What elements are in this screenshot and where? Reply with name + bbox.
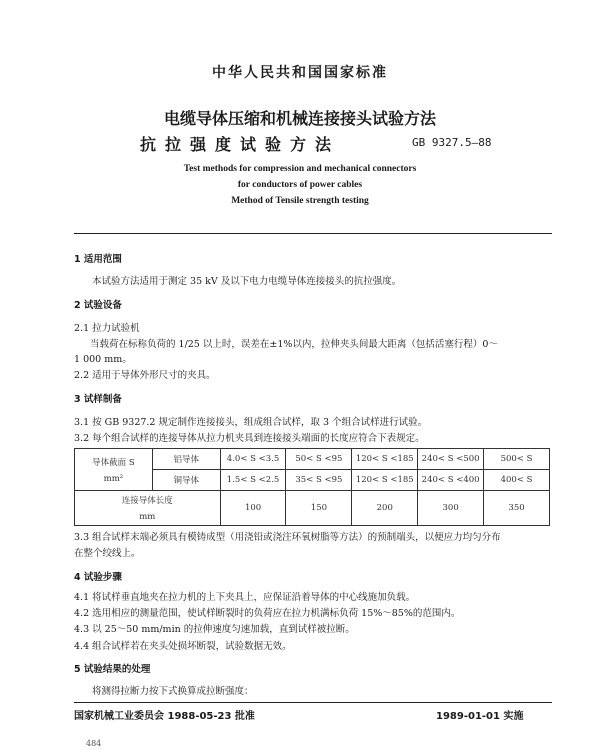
standard-header: 中华人民共和国国家标准: [212, 65, 388, 81]
row-label-aluminium: 铝导体: [152, 449, 220, 470]
table-cell: 100: [220, 491, 286, 526]
title-english-line-2: for conductors of power cables: [237, 180, 363, 190]
clause-2-1-heading: 2.1 拉力试验机: [74, 323, 140, 334]
table-cell: 350: [484, 491, 550, 526]
clause-4-4-text: 4.4 组合试样若在夹头处损坏断裂，试验数据无效。: [74, 641, 292, 652]
clause-4-1-text: 4.1 将试样垂直地夹在拉力机的上下夹具上，应保证沿着导体的中心线施加负载。: [74, 592, 416, 603]
length-label: 连接导体长度: [121, 496, 173, 506]
section-5-heading: 5 试验结果的处理: [74, 664, 151, 675]
clause-3-2-text: 3.2 每个组合试样的连接导体从拉力机夹具到连接接头端面的长度应符合下表规定。: [74, 433, 425, 444]
title-english-line-1: Test methods for compression and mechanical connectors: [183, 164, 417, 174]
table-cell: 1.5< S <2.5: [220, 470, 286, 491]
table-cell: 50< S <95: [286, 449, 352, 470]
table-cell: 35< S <95: [286, 470, 352, 491]
cross-section-label: 导体截面 S: [92, 457, 135, 468]
clause-2-1-text-line-1: 当载荷在标称负荷的 1/25 以上时，误差在±1%以内，拉伸夹头间最大距离（包括活塞行程）0～: [90, 339, 498, 350]
table-header-length: [75, 491, 221, 526]
section-3-heading: 3 试样制备: [74, 394, 122, 405]
section-5-text: 将测得拉断力按下式换算成拉断强度：: [92, 686, 254, 697]
table-cell: 300: [418, 491, 484, 526]
approval-date: 国家机械工业委员会 1988-05-23 批准: [74, 711, 255, 722]
title-chinese-line-2: 抗拉强度试验方法: [139, 135, 340, 154]
cross-section-unit: mm²: [103, 473, 124, 484]
section-1-text: 本试验方法适用于测定 35 kV 及以下电力电缆导体连接接头的抗拉强度。: [92, 276, 402, 287]
footer-divider: [74, 702, 552, 703]
header-divider: [74, 233, 552, 234]
section-4-heading: 4 试验步骤: [74, 572, 122, 583]
clause-3-3-text-line-2: 在整个绞线上。: [74, 548, 141, 559]
table-cell: 120< S <185: [352, 470, 418, 491]
table-cell: 120< S <185: [352, 449, 418, 470]
table-header-cross-section: [75, 449, 153, 491]
row-label-copper: 铜导体: [152, 470, 220, 491]
clause-4-3-text: 4.3 以 25～50 mm/min 的拉伸速度匀速加载，直到试样被拉断。: [74, 624, 355, 635]
table-cell: 4.0< S <3.5: [220, 449, 286, 470]
table-cell: 150: [286, 491, 352, 526]
section-1-heading: 1 适用范围: [74, 254, 122, 265]
table-cell: 240< S <400: [418, 470, 484, 491]
title-english-line-3: Method of Tensile strength testing: [231, 196, 369, 206]
table-cell: 500< S: [484, 449, 550, 470]
effective-date: 1989-01-01 实施: [436, 711, 524, 722]
standard-code: GB 9327.5—88: [412, 136, 492, 149]
table-cell: 240< S <500: [418, 449, 484, 470]
page-number: 484: [86, 739, 102, 748]
conductor-length-table: [74, 448, 550, 526]
title-chinese-line-1: 电缆导体压缩和机械连接接头试验方法: [163, 109, 436, 128]
clause-2-1-text-line-2: 1 000 mm。: [74, 354, 132, 365]
clause-3-1-text: 3.1 按 GB 9327.2 规定制作连接接头，组成组合试样，取 3 个组合试样进行试验。: [74, 417, 428, 428]
table-cell: 400< S: [484, 470, 550, 491]
table-row-length: [75, 491, 550, 526]
section-2-heading: 2 试验设备: [74, 300, 122, 311]
table-row-aluminium: [75, 449, 550, 470]
length-unit: mm: [139, 512, 156, 522]
clause-3-3-text-line-1: 3.3 组合试样末端必须具有模铸成型（用浇铅或浇注环氧树脂等方法）的预制端头，以便应力均匀分布: [74, 532, 501, 543]
clause-4-2-text: 4.2 选用相应的测量范围，使试样断裂时的负荷应在拉力机满标负荷 15%～85%的范围内。: [74, 608, 461, 619]
table-cell: 200: [352, 491, 418, 526]
clause-2-2-text: 2.2 适用于导体外形尺寸的夹具。: [74, 370, 216, 381]
